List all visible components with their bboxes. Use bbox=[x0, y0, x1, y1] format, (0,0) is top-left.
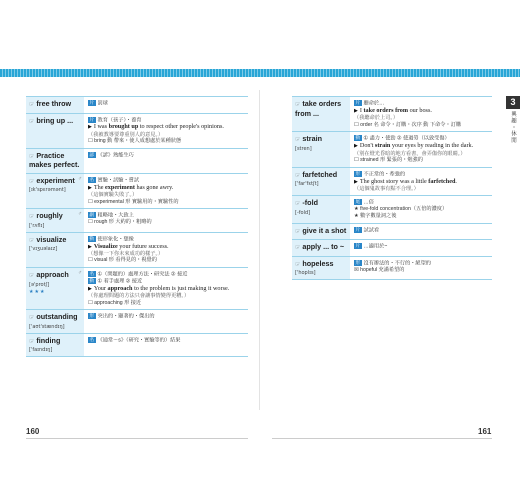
related-word: ☐ visual 形 看得見的・視覺的 bbox=[88, 257, 157, 264]
example-post: to the problem is just making it worse. bbox=[132, 285, 230, 293]
dictionary-entry bbox=[292, 167, 492, 196]
entry-head bbox=[292, 240, 350, 256]
part-of-speech-badge: 片 bbox=[89, 100, 94, 105]
example-post: your future success. bbox=[117, 242, 169, 250]
pointing-hand-icon: ☞ bbox=[29, 118, 35, 125]
part-of-speech-badge: 動 bbox=[89, 235, 94, 241]
example-keyword: brought up bbox=[108, 123, 139, 131]
definition-line bbox=[354, 135, 488, 142]
headword bbox=[295, 227, 348, 237]
definition-text: …倍 bbox=[363, 199, 374, 206]
dictionary-entry bbox=[292, 256, 492, 281]
example-arrow-icon: ▶ bbox=[354, 144, 358, 150]
entry-body bbox=[84, 97, 248, 113]
definition-text: 罰球 bbox=[97, 100, 108, 107]
definition-line bbox=[88, 271, 244, 278]
definition-line bbox=[88, 117, 244, 124]
example-arrow-icon: ▶ bbox=[88, 287, 92, 293]
headword-text: free throw bbox=[36, 99, 72, 108]
headword bbox=[29, 271, 82, 281]
right-page bbox=[292, 96, 492, 280]
entry-head bbox=[292, 196, 350, 222]
entry-body bbox=[350, 168, 492, 196]
page-number-right: 161 bbox=[478, 427, 492, 436]
headword bbox=[295, 243, 348, 253]
headword bbox=[295, 260, 348, 270]
entry-head bbox=[26, 233, 84, 267]
entry-body bbox=[350, 97, 492, 131]
chapter-tab bbox=[506, 96, 520, 144]
pronunciation: ['hoplɪs] bbox=[295, 270, 316, 277]
part-of-speech-badge: 形 bbox=[89, 313, 94, 319]
part-of-speech-badge: 形 bbox=[355, 170, 360, 176]
definition-text: 《諺》熟能生巧 bbox=[97, 152, 134, 159]
bookmark-icon: ♂ bbox=[77, 175, 82, 182]
headword bbox=[29, 117, 82, 127]
part-of-speech-badge: 諺 bbox=[89, 151, 94, 157]
part-of-speech-badge: 副 bbox=[89, 212, 94, 218]
dictionary-entry bbox=[292, 96, 492, 131]
headword-text: strain bbox=[302, 134, 322, 144]
headword-text: bring up ... bbox=[36, 115, 74, 125]
dictionary-entry bbox=[26, 173, 248, 208]
definition-line bbox=[88, 100, 244, 107]
pronunciation: [ə'protʃ] bbox=[29, 281, 50, 288]
definition-text: …適用於~ bbox=[363, 243, 388, 250]
dictionary-entry bbox=[26, 96, 248, 113]
importance-stars: ★★★ bbox=[29, 288, 46, 295]
headword bbox=[29, 337, 82, 347]
entry-head bbox=[26, 149, 84, 173]
example-keyword: Visualize bbox=[93, 242, 118, 250]
part-of-speech-badge: 片 bbox=[355, 243, 360, 249]
part-of-speech-badge: 名 bbox=[89, 271, 94, 277]
part-of-speech-badge: 片 bbox=[355, 100, 360, 105]
example-pre: The bbox=[93, 183, 106, 191]
headword-text: finding bbox=[36, 335, 61, 345]
headword-text: approach bbox=[36, 270, 69, 280]
entry-head bbox=[292, 132, 350, 166]
part-of-speech-badge: 形 bbox=[355, 259, 360, 265]
example-sentence bbox=[88, 123, 244, 131]
related-word: ☐ order 名 命令・訂購・次序 動 下命令・訂購 bbox=[354, 121, 461, 128]
left-page bbox=[26, 96, 248, 357]
example-translation: （這個實驗失敗了。） bbox=[88, 192, 138, 199]
example-pre: I bbox=[359, 106, 364, 114]
entry-head bbox=[26, 310, 84, 333]
definition-line bbox=[88, 278, 244, 285]
pointing-hand-icon: ☞ bbox=[29, 153, 35, 160]
example-keyword: experiment bbox=[105, 183, 135, 191]
book-gutter bbox=[259, 90, 260, 410]
entry-head bbox=[292, 224, 350, 240]
headword bbox=[29, 177, 82, 187]
definition-text: 使形象化・想像 bbox=[97, 236, 134, 243]
entry-head bbox=[292, 168, 350, 196]
bookmark-icon: ♂ bbox=[77, 211, 82, 218]
related-word: ☒ hopeful 充滿希望的 bbox=[354, 266, 405, 273]
related-word: ☐ strained 形 緊張的・勉強的 bbox=[354, 157, 423, 164]
example-sentence bbox=[354, 142, 488, 150]
pronunciation: ['rʌflɪ] bbox=[29, 222, 45, 229]
example-sentence bbox=[354, 107, 488, 115]
chapter-number: 3 bbox=[506, 96, 520, 109]
entry-head bbox=[26, 334, 84, 357]
example-translation: （我被教導要尊重別人的意見。） bbox=[88, 131, 164, 138]
pointing-hand-icon: ☞ bbox=[295, 137, 301, 144]
dictionary-entry bbox=[26, 309, 248, 333]
example-keyword: take orders from bbox=[363, 106, 409, 114]
part-of-speech-badge: 片 bbox=[89, 116, 94, 122]
footer-rule-right bbox=[272, 438, 492, 439]
entry-body bbox=[84, 114, 248, 148]
part-of-speech-badge: 名 bbox=[89, 336, 94, 342]
pointing-hand-icon: ☞ bbox=[29, 338, 35, 345]
entry-body bbox=[350, 224, 492, 240]
related-word: ☐ rough 形 大約的・粗略的 bbox=[88, 219, 152, 226]
definition-line bbox=[354, 243, 488, 250]
pointing-hand-icon: ☞ bbox=[29, 315, 35, 322]
entry-body bbox=[350, 196, 492, 222]
example-pre: The ghost story was a little bbox=[359, 177, 429, 185]
headword bbox=[29, 313, 82, 323]
definition-line bbox=[354, 260, 488, 267]
example-arrow-icon: ▶ bbox=[354, 108, 358, 114]
headword-text: roughly bbox=[36, 211, 63, 221]
pointing-hand-icon: ☞ bbox=[29, 237, 35, 244]
example-post: your eyes by reading in the dark. bbox=[390, 142, 474, 150]
pointing-hand-icon: ☞ bbox=[295, 245, 301, 252]
entry-head bbox=[292, 97, 350, 131]
entry-head bbox=[292, 257, 350, 280]
dictionary-entry bbox=[26, 208, 248, 232]
dictionary-entry bbox=[292, 223, 492, 240]
pronunciation: ['far'fɛtʃt] bbox=[295, 181, 319, 188]
definition-line bbox=[354, 100, 488, 107]
headword-text: Practice makes perfect. bbox=[29, 150, 80, 170]
dictionary-entry bbox=[26, 333, 248, 358]
related-word: ☐ experimental 形 實驗用的・實驗性的 bbox=[88, 198, 179, 205]
example-post: to respect other people's opinions. bbox=[138, 123, 224, 131]
bookmark-icon: ♂ bbox=[77, 270, 82, 277]
pointing-hand-icon: ☞ bbox=[29, 214, 35, 221]
pointing-hand-icon: ☞ bbox=[295, 201, 301, 208]
headword bbox=[295, 199, 348, 209]
headword-text: hopeless bbox=[302, 258, 334, 268]
example-post: . bbox=[455, 177, 457, 185]
headword-text: take orders from ... bbox=[295, 99, 342, 118]
example-translation: （我聽命於上司。） bbox=[354, 115, 399, 122]
related-word: ☐ bring 動 帶來・使人成想處於某種狀態 bbox=[88, 138, 182, 145]
dictionary-entry bbox=[26, 232, 248, 267]
pointing-hand-icon: ☞ bbox=[29, 102, 35, 108]
definition-line bbox=[88, 177, 244, 184]
pointing-hand-icon: ☞ bbox=[295, 102, 301, 108]
example-arrow-icon: ▶ bbox=[354, 179, 358, 185]
pronunciation: ['aʊt'stændɪŋ] bbox=[29, 323, 65, 330]
entry-body bbox=[84, 310, 248, 333]
definition-line bbox=[354, 227, 488, 234]
dictionary-entry bbox=[292, 131, 492, 166]
entry-body bbox=[84, 209, 248, 232]
page-number-left: 160 bbox=[26, 427, 40, 436]
entry-head bbox=[26, 97, 84, 113]
entry-body bbox=[350, 132, 492, 166]
chapter-label: 興趣・休閒 bbox=[510, 111, 516, 144]
example-arrow-icon: ▶ bbox=[88, 244, 92, 250]
definition-text: 《通常〜s》（研究・實驗等的）結果 bbox=[97, 337, 181, 344]
headword-text: farfetched bbox=[302, 169, 338, 179]
headword-text: apply ... to ~ bbox=[302, 242, 345, 252]
headword bbox=[295, 100, 348, 118]
top-decorative-band bbox=[0, 69, 520, 77]
definition-text: 沒有辦法的・不行的・絕望的 bbox=[363, 260, 431, 267]
definition-line bbox=[88, 236, 244, 243]
example-post: our boss. bbox=[408, 106, 432, 114]
definition-text: 聽命於… bbox=[363, 100, 385, 107]
pronunciation: [-fold] bbox=[295, 209, 311, 216]
pronunciation: ['vɪʒuəlaɪz] bbox=[29, 246, 58, 253]
entry-body bbox=[84, 174, 248, 208]
part-of-speech-badge: 動 bbox=[89, 278, 94, 284]
definition-text: 試試看 bbox=[363, 227, 380, 234]
entry-body bbox=[84, 233, 248, 267]
pointing-hand-icon: ☞ bbox=[295, 228, 301, 235]
dictionary-entry bbox=[26, 113, 248, 148]
definition-line bbox=[88, 337, 244, 344]
headword bbox=[295, 171, 348, 181]
related-word: ☐ approaching 形 接近 bbox=[88, 299, 142, 306]
entry-head bbox=[26, 268, 84, 309]
example-pre: Your bbox=[93, 285, 108, 293]
example-translation: （你處理問題的方法只會讓事情變得更糟。） bbox=[88, 293, 190, 300]
entry-body bbox=[350, 240, 492, 256]
dictionary-entry bbox=[292, 239, 492, 256]
example-keyword: farfetched bbox=[428, 177, 456, 185]
headword-text: visualize bbox=[36, 234, 67, 244]
definition-text: 粗略地・大致上 bbox=[97, 212, 134, 219]
pointing-hand-icon: ☞ bbox=[295, 172, 301, 179]
entry-head bbox=[26, 174, 84, 208]
part-of-speech-badge: 名 bbox=[89, 176, 94, 182]
definition-text: 不正常的・牽強的 bbox=[363, 171, 406, 178]
definition-line bbox=[88, 313, 244, 320]
pronunciation: [stren] bbox=[295, 145, 312, 152]
definition-text: 教育（孩子）・養育 bbox=[97, 116, 142, 123]
definition-line bbox=[354, 171, 488, 178]
entry-body bbox=[84, 268, 248, 309]
part-of-speech-badge: 片 bbox=[355, 226, 360, 232]
definition-text: ① 盡力・使勁 ② 使過勞（以致受傷） bbox=[363, 135, 450, 142]
example-translation: （這個鬼故事有點不合理。） bbox=[354, 185, 419, 192]
pointing-hand-icon: ☞ bbox=[295, 261, 301, 268]
example-translation: （別在燈光昏暗的地方看書，會弄傷你的眼睛。） bbox=[354, 150, 466, 157]
dictionary-entry bbox=[26, 267, 248, 309]
headword bbox=[29, 212, 82, 222]
related-word: ★ 數字數量詞之後 bbox=[354, 213, 397, 220]
pointing-hand-icon: ☞ bbox=[29, 273, 35, 280]
headword-text: experiment bbox=[36, 175, 75, 185]
definition-line bbox=[88, 152, 244, 159]
example-pre: Don't bbox=[359, 142, 375, 150]
headword-text: -fold bbox=[302, 198, 318, 208]
definition-text: 實驗・試驗・嘗試 bbox=[97, 177, 140, 184]
definition-text: 突出的・顯著的・傑出的 bbox=[97, 313, 155, 320]
footer-rule-left bbox=[26, 438, 248, 439]
example-arrow-icon: ▶ bbox=[88, 185, 92, 191]
entry-head bbox=[26, 209, 84, 232]
part-of-speech-badge: 尾 bbox=[355, 199, 360, 205]
example-sentence bbox=[354, 178, 488, 186]
example-arrow-icon: ▶ bbox=[88, 125, 92, 131]
example-translation: （想像一下你未來成功的樣子。） bbox=[88, 250, 164, 257]
definition-text: ①（問題的）處理方法・研究法 ② 接近 bbox=[97, 271, 188, 278]
related-word: ★ five-fold concentration（五倍的濃度） bbox=[354, 206, 448, 213]
headword bbox=[29, 100, 82, 110]
entry-body bbox=[84, 149, 248, 173]
headword bbox=[29, 236, 82, 246]
example-keyword: approach bbox=[107, 285, 133, 293]
headword-text: outstanding bbox=[36, 312, 78, 322]
pointing-hand-icon: ☞ bbox=[29, 178, 35, 185]
headword bbox=[29, 152, 82, 170]
example-pre: I was bbox=[93, 123, 109, 131]
part-of-speech-badge: 動 bbox=[355, 135, 360, 141]
dictionary-entry bbox=[292, 195, 492, 222]
dictionary-entry bbox=[26, 148, 248, 173]
headword-text: give it a shot bbox=[302, 225, 347, 235]
example-post: has gone awry. bbox=[134, 183, 174, 191]
entry-body bbox=[84, 334, 248, 357]
pronunciation: [ɪk'spɛrəmənt] bbox=[29, 187, 66, 194]
headword bbox=[295, 135, 348, 145]
example-sentence bbox=[88, 285, 244, 293]
entry-head bbox=[26, 114, 84, 148]
pronunciation: ['faɪndɪŋ] bbox=[29, 347, 53, 354]
example-keyword: strain bbox=[374, 142, 391, 150]
entry-body bbox=[350, 257, 492, 280]
example-sentence bbox=[88, 184, 244, 192]
example-sentence bbox=[88, 243, 244, 251]
definition-text: ① 着手處理 ② 接近 bbox=[97, 278, 143, 285]
